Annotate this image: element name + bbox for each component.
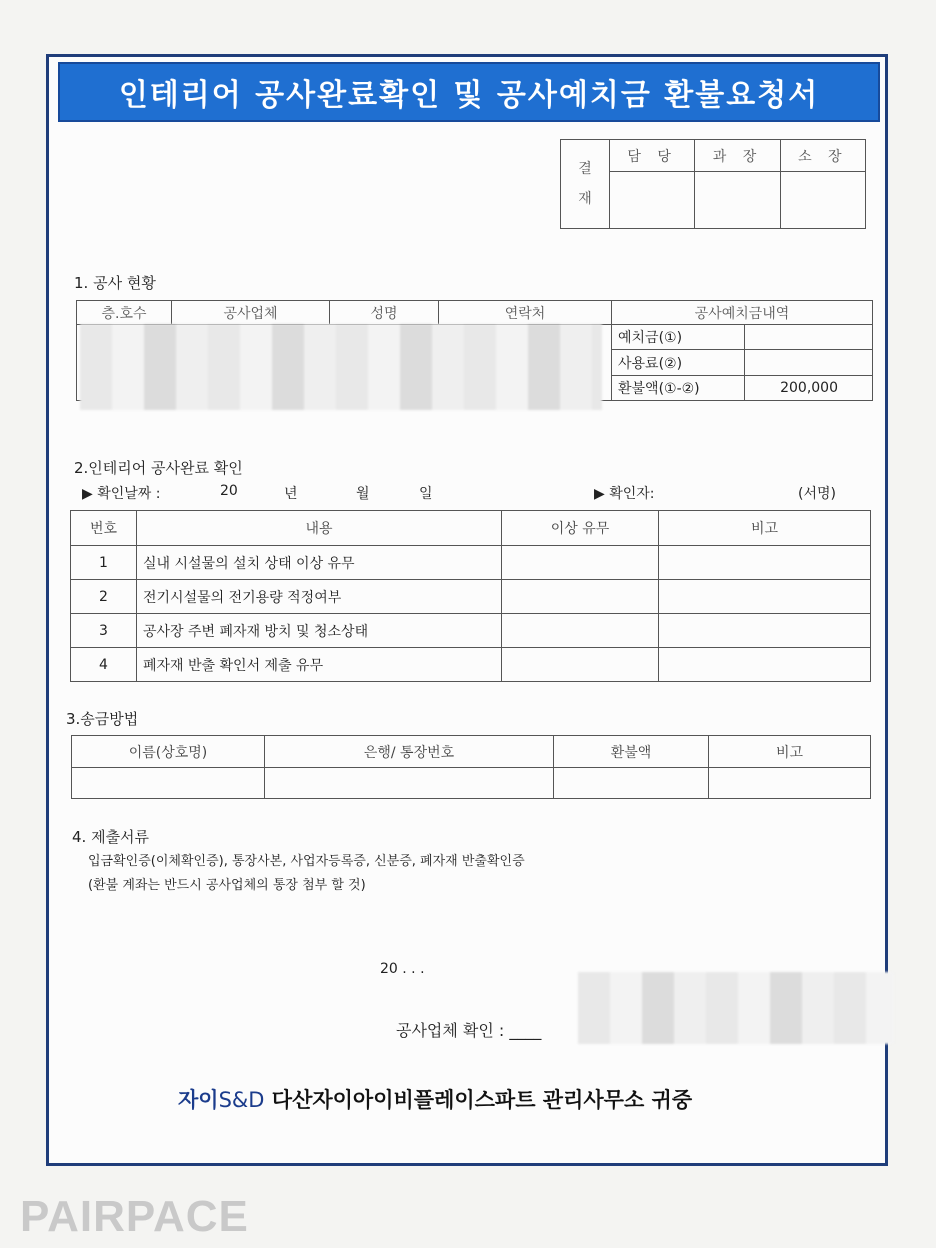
deposit-label: 예치금(①) (612, 325, 745, 350)
approval-header-1: 담 당 (610, 140, 695, 172)
header-remit-remarks: 비고 (709, 736, 871, 768)
header-account-name: 이름(상호명) (72, 736, 265, 768)
row-remarks-cell[interactable] (659, 546, 871, 580)
required-documents: 입금확인증(이체확인증), 통장사본, 사업자등록증, 신분증, 폐자재 반출확인증 (88, 854, 525, 869)
approval-sign-1[interactable] (610, 172, 695, 229)
confirm-date-y: 년 (284, 486, 298, 502)
confirm-date-label: ▶ 확인날짜 : (82, 486, 161, 502)
approval-sign-2[interactable] (695, 172, 780, 229)
approval-label (561, 140, 610, 229)
company-confirm-label: 공사업체 확인 : ____ (396, 1021, 542, 1040)
row-number: 1 (71, 546, 137, 580)
approval-header-2: 과 장 (695, 140, 780, 172)
row-number: 2 (71, 580, 137, 614)
row-content: 실내 시설물의 설치 상태 이상 유무 (137, 546, 502, 580)
redacted-area-1 (80, 324, 602, 410)
bank-account-field[interactable] (265, 768, 554, 799)
account-notice: (환불 계좌는 반드시 공사업체의 통장 첨부 할 것) (88, 878, 366, 893)
remittance-table (71, 735, 871, 799)
header-refund: 환불액 (554, 736, 709, 768)
brand-xi-logo: 자이 (178, 1088, 219, 1112)
row-remarks-cell[interactable] (659, 614, 871, 648)
section2-title: 2.인테리어 공사완료 확인 (74, 459, 243, 477)
row-status-cell[interactable] (502, 648, 659, 682)
header-floor-unit: 층.호수 (77, 301, 172, 325)
table-row (71, 546, 871, 580)
section3-title: 3.송금방법 (66, 710, 139, 728)
brand-sd: S&D (218, 1088, 265, 1112)
checker-label: ▶ 확인자: (594, 486, 655, 502)
table-row (71, 648, 871, 682)
row-remarks-cell[interactable] (659, 580, 871, 614)
document-title: 인테리어 공사완료확인 및 공사예치금 환불요청서 (58, 62, 880, 122)
approval-label-top: 결 (578, 161, 592, 177)
account-name-field[interactable] (72, 768, 265, 799)
approval-table (560, 139, 866, 229)
sign-label: (서명) (798, 486, 836, 502)
table-row (71, 580, 871, 614)
header-content: 내용 (137, 511, 502, 546)
management-office: 다산자이아이비플레이스파트 관리사무소 귀중 (264, 1088, 693, 1112)
row-status-cell[interactable] (502, 546, 659, 580)
deposit-value[interactable] (745, 325, 873, 350)
confirm-date-year: 20 (220, 483, 238, 499)
usage-fee-label: 사용료(②) (612, 350, 745, 375)
addressee (178, 1084, 692, 1114)
refund-amount-label: 환불액(①-②) (612, 375, 745, 400)
completion-check-table (70, 510, 871, 682)
confirm-date-m: 월 (356, 486, 370, 502)
row-content: 전기시설물의 전기용량 적정여부 (137, 580, 502, 614)
header-remarks: 비고 (659, 511, 871, 546)
row-status-cell[interactable] (502, 580, 659, 614)
header-deposit-details: 공사예치금내역 (612, 301, 873, 325)
table-row (71, 614, 871, 648)
row-number: 4 (71, 648, 137, 682)
submission-date: 20 . . . (380, 961, 425, 977)
approval-label-bottom: 재 (578, 191, 592, 207)
usage-fee-value[interactable] (745, 350, 873, 375)
confirm-date-d: 일 (419, 486, 433, 502)
header-contractor: 공사업체 (172, 301, 330, 325)
row-remarks-cell[interactable] (659, 648, 871, 682)
header-contact: 연락처 (439, 301, 612, 325)
remit-remarks-field[interactable] (709, 768, 871, 799)
watermark: PAIRPACE (20, 1192, 249, 1241)
row-number: 3 (71, 614, 137, 648)
header-status: 이상 유무 (502, 511, 659, 546)
row-status-cell[interactable] (502, 614, 659, 648)
header-name: 성명 (330, 301, 439, 325)
header-bank-account: 은행/ 통장번호 (265, 736, 554, 768)
approval-sign-3[interactable] (780, 172, 865, 229)
approval-header-3: 소 장 (780, 140, 865, 172)
section1-title: 1. 공사 현황 (74, 274, 156, 292)
header-number: 번호 (71, 511, 137, 546)
redacted-area-2 (578, 972, 894, 1044)
row-content: 폐자재 반출 확인서 제출 유무 (137, 648, 502, 682)
refund-field[interactable] (554, 768, 709, 799)
section4-title: 4. 제출서류 (72, 828, 150, 846)
refund-amount-value[interactable]: 200,000 (745, 375, 873, 400)
row-content: 공사장 주변 폐자재 방치 및 청소상태 (137, 614, 502, 648)
